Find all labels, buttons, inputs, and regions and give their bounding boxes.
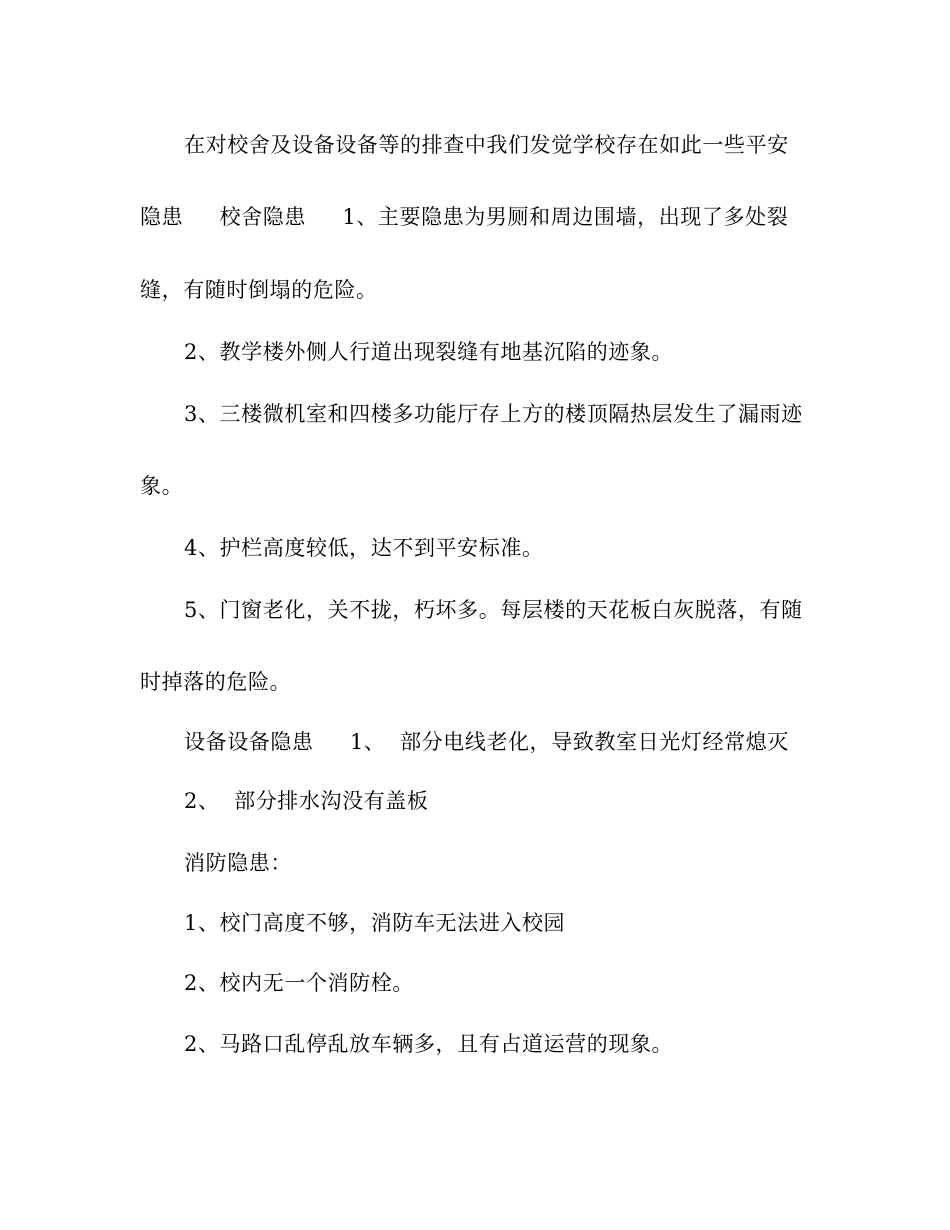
paragraph-intro-line-1: 在对校舍及设备设备等的排查中我们发觉学校存在如此一些平安 (184, 133, 789, 157)
hazard-item-2: 2、教学楼外侧人行道出现裂缝有地基沉陷的迹象。 (184, 340, 674, 364)
equipment-hazard-heading: 设备设备隐患 1、 部分电线老化，导致教室日光灯经常熄灭 (184, 730, 789, 754)
fire-hazard-item-2: 2、校内无一个消防栓。 (184, 971, 414, 995)
hazard-item-3-line-1: 3、三楼微机室和四楼多功能厅存上方的楼顶隔热层发生了漏雨迹 (184, 402, 803, 426)
equipment-hazard-item-2: 2、 部分排水沟没有盖板 (184, 789, 429, 813)
fire-hazard-item-1: 1、校门高度不够，消防车无法进入校园 (184, 911, 566, 935)
hazard-item-3-line-2: 象。 (140, 474, 184, 498)
paragraph-intro-line-2: 隐患 校舍隐患 1、主要隐患为男厕和周边围墙，出现了多处裂 (140, 205, 789, 229)
fire-hazard-heading: 消防隐患： (184, 851, 292, 875)
hazard-item-5-line-2: 时掉落的危险。 (140, 670, 292, 694)
hazard-item-5-line-1: 5、门窗老化，关不拢，朽坏多。每层楼的天花板白灰脱落，有随 (184, 598, 803, 622)
paragraph-intro-line-3: 缝，有随时倒塌的危险。 (140, 278, 378, 302)
hazard-item-4: 4、护栏高度较低，达不到平安标准。 (184, 536, 544, 560)
fire-hazard-item-3: 2、马路口乱停乱放车辆多，且有占道运营的现象。 (184, 1032, 674, 1056)
